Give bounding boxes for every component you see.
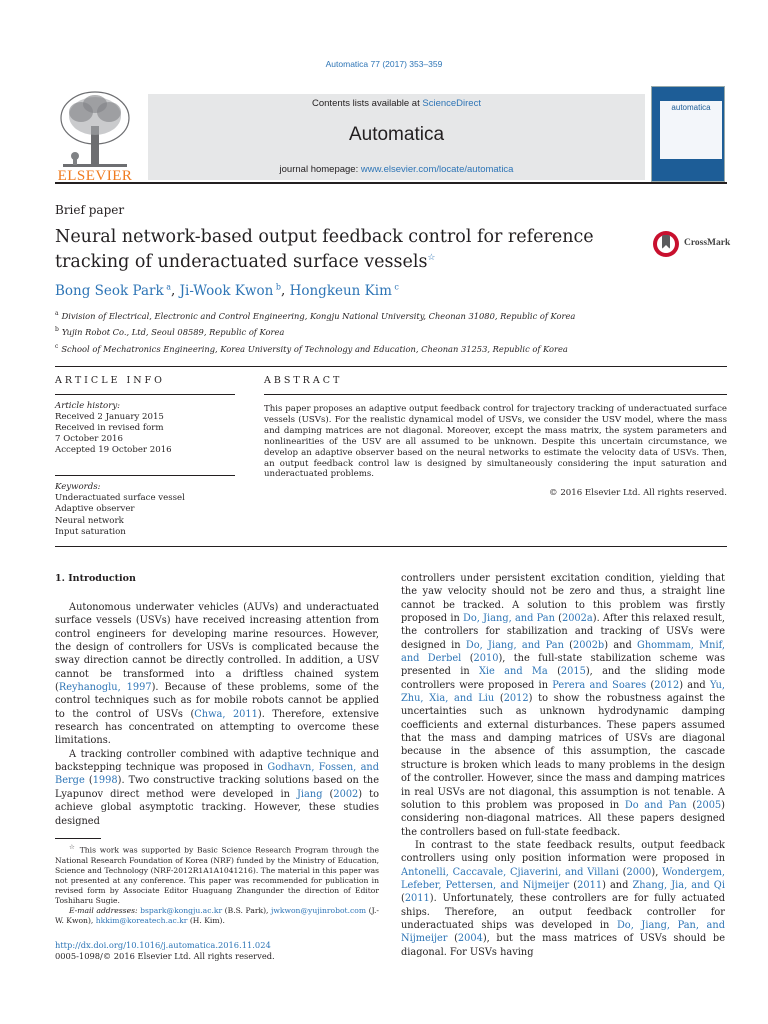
article-title-text: Neural network-based output feedback control for reference tracking of underactuated surface vessels (55, 227, 594, 272)
citation-link[interactable]: Do, Jiang, and Pan (465, 639, 564, 651)
citation-link[interactable]: 2002a (561, 613, 593, 625)
author-3[interactable]: Hongkeun Kim $^c$ (289, 282, 399, 299)
citation-link[interactable]: Do, Jiang, and Pan (463, 613, 555, 625)
author-list: Bong Seok Park $^a$, Ji-Wook Kwon $^b$, Hongkeun Kim $^c$ (55, 282, 399, 299)
citation-link[interactable]: Do, Jiang, Pan, and Nijmeijer (401, 919, 725, 945)
citation-link[interactable]: Xie and Ma (478, 666, 548, 678)
issn-line: 0005-1098/© 2016 Elsevier Ltd. All rights reserved. (55, 951, 275, 961)
affiliation-b: $^b$ Yujin Robot Co., Ltd, Seoul 08589, Republic of Korea (55, 326, 285, 338)
divider (55, 366, 727, 367)
title-footnote-mark[interactable]: ☆ (427, 253, 436, 263)
keyword: Neural network (55, 515, 124, 526)
homepage-line (148, 164, 645, 175)
abstract-copyright: © 2016 Elsevier Ltd. All rights reserved. (549, 488, 727, 498)
email-link[interactable]: jwkwon@yujinrobot.com (271, 906, 367, 916)
keywords-label: Keywords: (55, 482, 101, 492)
citation-link[interactable]: Zhang, Jia, and Qi (632, 879, 725, 891)
email-link[interactable]: bspark@kongju.ac.kr (140, 906, 223, 916)
crossmark-label: CrossMark (684, 238, 731, 248)
paragraph: controllers under persistent excitation condition, yielding that the yaw velocity should not be zero and thus, a straight line cannot be tracked. A solution to this problem was firstly proposed in Do, Jiang, and Pan (2002a). After this relaxed result, the controllers for stabilization and tracking of USVs were designed in Do, Jiang, and Pan (2002b) and Ghommam, Mnif, and Derbel (2010), the full-state stabilization scheme was presented in Xie and Ma (2015), and the sliding mode controllers were proposed in Perera and Soares (2012) and Yu, Zhu, Xia, and Liu (2012) to show the robustness against the uncertainties such as unknown hydrodynamic damping coefficients and external disturbances. These papers assumed that the mass and damping matrices of USVs are diagonal because in the absence of this assumption, the cascade structure is broken which leads to many problems in the design of the controller. However, since the mass and damping matrices in real USVs are not diagonal, this assumption is not tenable. A solution to this problem was proposed in Do and Pan (2005) considering non-diagonal matrices. All these papers designed the controllers based on full-state feedback. (401, 573, 726, 838)
paragraph: In contrast to the state feedback results, output feedback controllers using only position information were proposed in Antonelli, Caccavale, Cjiaverini, and Villani (2000), Wondergem, Lefeber, Pettersen, and Nijmeijer (2011) and Zhang, Jia, and Qi (2011). Unfortunately, these controllers are for fully actuated ships. Therefore, an output feedback controller for underactuated ships was developed in Do, Jiang, Pan, and Nijmeijer (2004), but the mass matrices of USVs should be diagonal. For USVs having (401, 839, 725, 958)
citation-link[interactable]: 2011 (577, 879, 603, 891)
history-item: Received 2 January 2015 (55, 411, 164, 422)
doi-link[interactable]: http://dx.doi.org/10.1016/j.automatica.2016.11.024 (55, 940, 271, 950)
citation-link[interactable]: Yu, Zhu, Xia, and Liu (401, 679, 726, 705)
keyword: Input saturation (55, 526, 126, 537)
body-column-right (401, 572, 725, 959)
crossmark-badge[interactable] (652, 229, 732, 261)
contents-line (148, 98, 645, 109)
crossmark-icon (652, 229, 680, 259)
article-history (55, 401, 235, 456)
divider (264, 394, 727, 395)
footnote-divider (55, 838, 101, 839)
article-info-heading: ARTICLE INFO (55, 375, 165, 386)
citation-link[interactable]: 2010 (473, 653, 499, 665)
article-title (55, 227, 645, 273)
citation-link[interactable]: 2012 (654, 679, 680, 691)
history-label: Article history: (55, 401, 121, 411)
author-2[interactable]: Ji-Wook Kwon $^b$ (179, 282, 281, 299)
homepage-prefix: journal homepage: (279, 164, 361, 175)
history-item: Received in revised form (55, 422, 164, 433)
affiliation-a: $^a$ Division of Electrical, Electronic and Control Engineering, Kongju National University, Cheonan 31080, Republic of Korea (55, 310, 576, 321)
divider (55, 475, 235, 476)
email-link[interactable]: hkkim@koreatech.ac.kr (95, 916, 188, 926)
abstract-heading: ABSTRACT (264, 375, 343, 386)
journal-reference[interactable]: Automatica 77 (2017) 353–359 (325, 59, 443, 69)
journal-homepage-link[interactable]: www.elsevier.com/locate/automatica (360, 164, 514, 175)
citation-link[interactable]: Do and Pan (624, 799, 687, 811)
journal-cover-thumbnail[interactable] (651, 86, 725, 182)
footnote-funding: ☆ This work was supported by Basic Science Research Program through the National Research Foundation of Korea (NRF) funded by the Ministry of Education, Science and Technology (NRF-2012R1A1A1041216). The material in this paper was not presented at any conference. This paper was recommended for publication in revised form by Associate Editor Huaguang Zhangunder the direction of Editor Toshiharu Sugie. (55, 844, 379, 905)
citation-link[interactable]: Antonelli, Caccavale, Cjiaverini, and Villani (401, 866, 619, 878)
citation-link[interactable]: 2005 (696, 799, 722, 811)
citation-link[interactable]: Godhavn, Fossen, and Berge (55, 762, 379, 787)
contents-prefix: Contents lists available at (312, 98, 423, 109)
citation-link[interactable]: 2011 (404, 893, 430, 905)
journal-name: Automatica (348, 124, 445, 145)
body-column-left (55, 601, 379, 828)
author-1[interactable]: Bong Seok Park $^a$ (55, 282, 172, 299)
citation-link[interactable]: Ghommam, Mnif, and Derbel (401, 639, 726, 665)
affiliations (55, 307, 575, 356)
citation-link[interactable]: 2002 (333, 788, 359, 800)
divider (55, 546, 727, 547)
citation-link[interactable]: 2004 (457, 933, 483, 945)
article-type: Brief paper (55, 203, 125, 217)
citation-link[interactable]: Wondergem, Lefeber, Pettersen, and Nijmeijer (401, 866, 725, 891)
keyword: Adaptive observer (55, 504, 135, 515)
citation-link[interactable]: 2012 (503, 693, 529, 705)
citation-link[interactable]: 2002b (573, 639, 605, 651)
citation-link[interactable]: 2015 (560, 666, 586, 678)
citation-link[interactable]: 1998 (92, 775, 118, 787)
footnote-emails: E-mail addresses: bspark@kongju.ac.kr (B.S. Park), jwkwon@yujinrobot.com (J.-W. Kwon), hkkim@koreatech.ac.kr (H. Kim). (55, 906, 380, 926)
divider (55, 394, 235, 395)
paragraph: Autonomous underwater vehicles (AUVs) and underactuated surface vessels (USVs) have received increasing attention from control engineers for developing marine resources. However, the design of controllers for USVs is complicated because the sway direction cannot be directly controlled. In addition, a USV cannot be transformed into a driftless chained system (Reyhanoglu, 1997). Because of these problems, some of the control techniques such as for mobile robots cannot be applied to the control of USVs (Chwa, 2011). Therefore, extensive research has concentrated on attempting to overcome these limitations. (55, 602, 379, 747)
citation-link[interactable]: Perera and Soares (552, 679, 647, 691)
citation-link[interactable]: 2000 (626, 866, 652, 878)
abstract-text: This paper proposes an adaptive output feedback control for trajectory tracking of underactuated surface vessels (USVs). For the realistic dynamical model of USVs, we consider the USV model, where the mass and damping matrices are not diagonal. Moreover, except the mass matrix, the system parameters and nonlinearities of the USV are all assumed to be unknown. Despite this uncertain circumstance, we develop an adaptive observer based on the neural networks to estimate the velocity data of USVs. Then, an output feedback control law is designed by simultaneously considering the input saturation and underactuated problems. (264, 404, 727, 480)
section-heading: 1. Introduction (55, 573, 136, 584)
footnote (55, 843, 379, 926)
keywords (55, 482, 235, 538)
paragraph: A tracking controller combined with adaptive technique and backstepping technique was proposed in Godhavn, Fossen, and Berge (1998). Two constructive tracking solutions based on the Lyapunov direct method were developed in Jiang (2002) to achieve global asymptotic tracking. However, these studies designed (55, 748, 380, 827)
journal-info-box (148, 94, 645, 180)
elsevier-wordmark[interactable]: ELSEVIER (57, 168, 133, 184)
sciencedirect-link[interactable]: ScienceDirect (422, 98, 481, 109)
citation-link[interactable]: Chwa, 2011 (194, 708, 258, 720)
journal-masthead (55, 82, 727, 184)
citation-link[interactable]: Jiang (297, 788, 323, 800)
history-item: 7 October 2016 (55, 433, 123, 444)
citation-link[interactable]: Reyhanoglu, 1997 (58, 682, 152, 694)
cover-title: automatica (671, 103, 711, 112)
keyword: Underactuated surface vessel (55, 493, 185, 504)
history-item: Accepted 19 October 2016 (55, 444, 172, 455)
affiliation-c: $^c$ School of Mechatronics Engineering, Korea University of Technology and Education, Cheonan 31253, Republic of Korea (55, 342, 568, 354)
